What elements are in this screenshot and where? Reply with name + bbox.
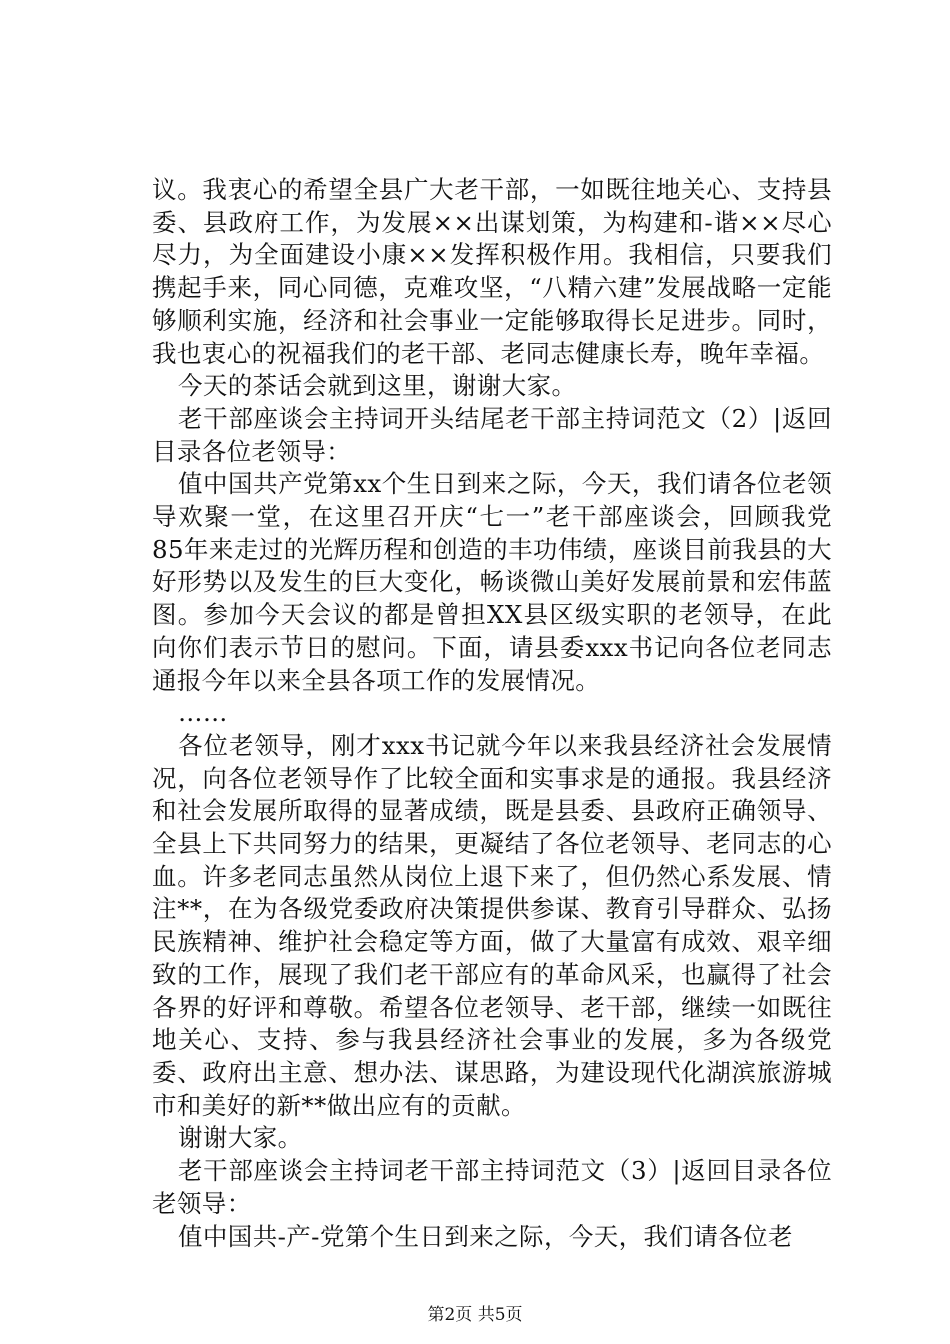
page-footer	[0, 1300, 950, 1325]
paragraph: 值中国共-产-党第个生日到来之际，今天，我们请各位老	[178, 1221, 793, 1251]
page-number: 第2页 共5页	[427, 1305, 523, 1325]
paragraph: 各位老领导，刚才xxx书记就今年以来我县经济社会发展情况，向各位老领导作了比较全面和实事求是的通报。我县经济和社会发展所取得的显著成绩，既是县委、县政府正确领导、全县上下共同努力的结果，更凝结了各位老领导、老同志的心血。许多老同志虽然从岗位上退下来了，但仍然心系发展、情注**，在为各级党委政府决策提供参谋、教育引导群众、弘扬民族精神、维护社会稳定等方面，做了大量富有成效、艰辛细致的工作，展现了我们老干部应有的革命风采，也赢得了社会各界的好评和尊敬。希望各位老领导、老干部，继续一如既往地关心、支持、参与我县经济社会事业的发展，多为各级党委、政府出主意、想办法、谋思路，为建设现代化湖滨旅游城市和美好的新**做出应有的贡献。	[152, 730, 832, 1120]
paragraph: 谢谢大家。	[178, 1123, 303, 1153]
document-body	[152, 174, 832, 1253]
paragraph: 值中国共产党第xx个生日到来之际，今天，我们请各位老领导欢聚一堂，在这里召开庆“七一”老干部座谈会，回顾我党85年来走过的光辉历程和创造的丰功伟绩，座谈目前我县的大好形势以及发生的巨大变化，畅谈微山美好发展前景和宏伟蓝图。参加今天会议的都是曾担XX县区级实职的老领导，在此向你们表示节日的慰问。下面，请县委xxx书记向各位老同志通报今年以来全县各项工作的发展情况。	[152, 469, 832, 695]
section-heading: 老干部座谈会主持词开头结尾老干部主持词范文（2）|返回目录各位老领导：	[152, 403, 832, 466]
ellipsis-line: ……	[178, 698, 228, 728]
paragraph: 议。我衷心的希望全县广大老干部，一如既往地关心、支持县委、县政府工作，为发展××出谋划策，为构建和-谐××尽心尽力，为全面建设小康××发挥积极作用。我相信，只要我们携起手来，同心同德，克难攻坚，“八精六建”发展战略一定能够顺利实施，经济和社会事业一定能够取得长足进步。同时，我也衷心的祝福我们的老干部、老同志健康长寿，晚年幸福。	[152, 175, 832, 368]
paragraph: 今天的茶话会就到这里，谢谢大家。	[178, 371, 577, 401]
section-heading: 老干部座谈会主持词老干部主持词范文（3）|返回目录各位老领导：	[152, 1156, 832, 1218]
